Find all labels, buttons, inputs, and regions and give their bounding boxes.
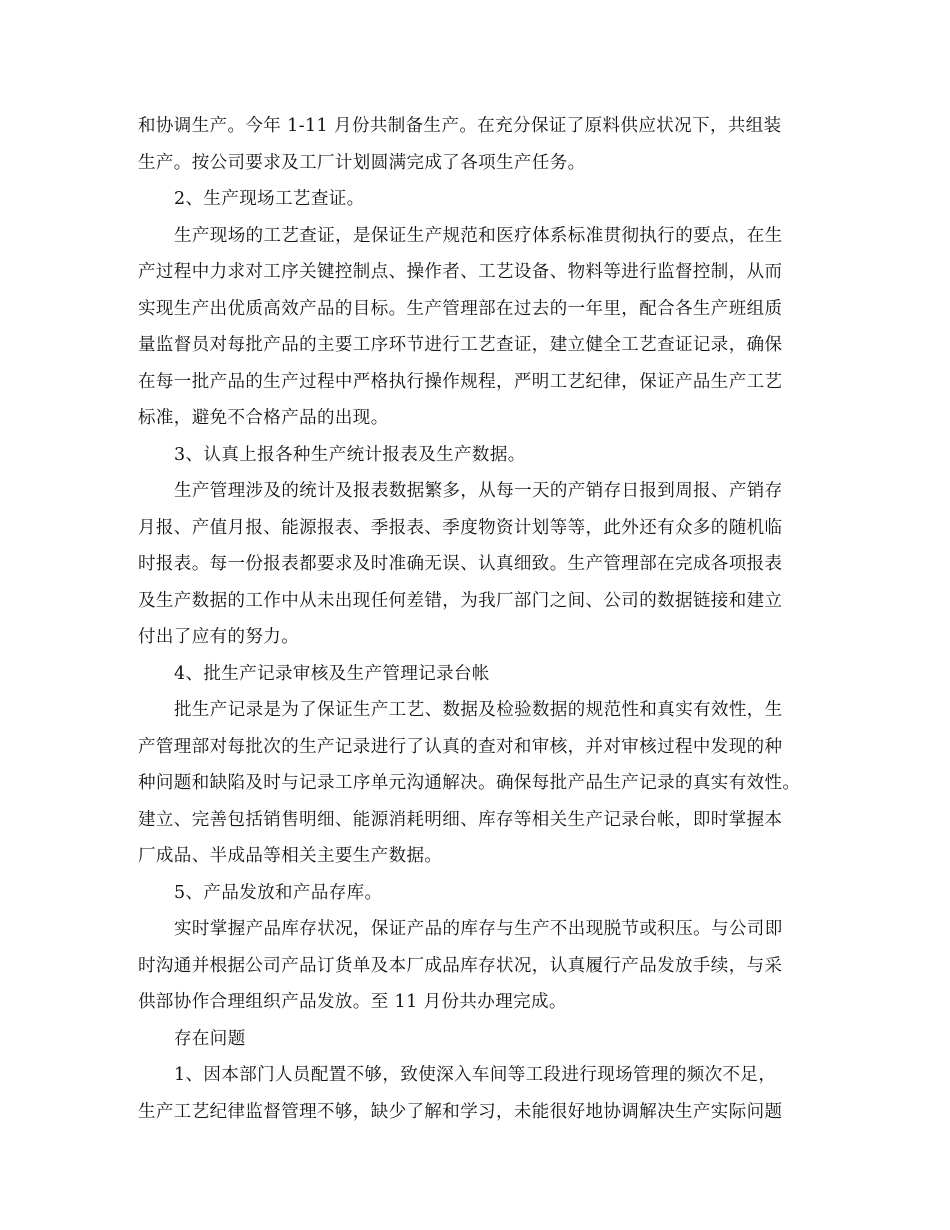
text-line: 种问题和缺陷及时与记录工序单元沟通解决。确保每批产品生产记录的真实有效性。 bbox=[138, 773, 801, 793]
text-line: 1、因本部门人员配置不够，致使深入车间等工段进行现场管理的频次不足， bbox=[174, 1065, 777, 1085]
text-line: 标准，避免不合格产品的出现。 bbox=[138, 408, 389, 428]
text-line: 生产管理涉及的统计及报表数据繁多，从每一天的产销存日报到周报、产销存 bbox=[174, 481, 783, 501]
text-line: 实时掌握产品库存状况，保证产品的库存与生产不出现脱节或积压。与公司即 bbox=[174, 919, 783, 939]
section-heading: 3、认真上报各种生产统计报表及生产数据。 bbox=[174, 444, 526, 465]
text-line: 月报、产值月报、能源报表、季报表、季度物资计划等等，此外还有众多的随机临 bbox=[138, 517, 783, 538]
text-line: 生产工艺纪律监督管理不够，缺少了解和学习，未能很好地协调解决生产实际问题 bbox=[138, 1101, 783, 1122]
text-line: 产过程中力求对工序关键控制点、操作者、工艺设备、物料等进行监督控制，从而 bbox=[138, 262, 783, 282]
text-line: 产管理部对每批次的生产记录进行了认真的查对和审核，并对审核过程中发现的种 bbox=[138, 736, 783, 757]
text-line: 建立、完善包括销售明细、能源消耗明细、库存等相关生产记录台帐，即时掌握本 bbox=[138, 809, 783, 830]
text-line: 生产现场的工艺查证，是保证生产规范和医疗体系标准贯彻执行的要点，在生 bbox=[174, 225, 783, 246]
text-line: 供部协作合理组织产品发放。至 11 月份共办理完成。 bbox=[138, 992, 567, 1012]
text-line: 和协调生产。今年 1-11 月份共制备生产。在充分保证了原料供应状况下，共组装 bbox=[138, 116, 782, 136]
text-line: 付出了应有的努力。 bbox=[138, 627, 300, 647]
text-line: 时沟通并根据公司产品订货单及本厂成品库存状况，认真履行产品发放手续，与采 bbox=[138, 955, 783, 976]
section-heading: 4、批生产记录审核及生产管理记录台帐 bbox=[174, 663, 490, 684]
text-line: 时报表。每一份报表都要求及时准确无误、认真细致。生产管理部在完成各项报表 bbox=[138, 554, 783, 574]
section-heading: 5、产品发放和产品存库。 bbox=[174, 882, 383, 903]
section-heading: 存在问题 bbox=[174, 1028, 246, 1049]
section-heading: 2、生产现场工艺查证。 bbox=[174, 189, 365, 209]
text-line: 及生产数据的工作中从未出现任何差错，为我厂部门之间、公司的数据链接和建立 bbox=[138, 590, 783, 611]
text-line: 厂成品、半成品等相关主要生产数据。 bbox=[138, 846, 443, 866]
text-line: 量监督员对每批产品的主要工序环节进行工艺查证，建立健全工艺查证记录，确保 bbox=[138, 335, 783, 355]
text-line: 实现生产出优质高效产品的目标。生产管理部在过去的一年里，配合各生产班组质 bbox=[138, 298, 783, 319]
text-line: 批生产记录是为了保证生产工艺、数据及检验数据的规范性和真实有效性，生 bbox=[174, 700, 783, 720]
document-body bbox=[138, 108, 816, 1130]
text-line: 生产。按公司要求及工厂计划圆满完成了各项生产任务。 bbox=[138, 152, 586, 173]
text-line: 在每一批产品的生产过程中严格执行操作规程，严明工艺纪律，保证产品生产工艺 bbox=[138, 371, 783, 392]
